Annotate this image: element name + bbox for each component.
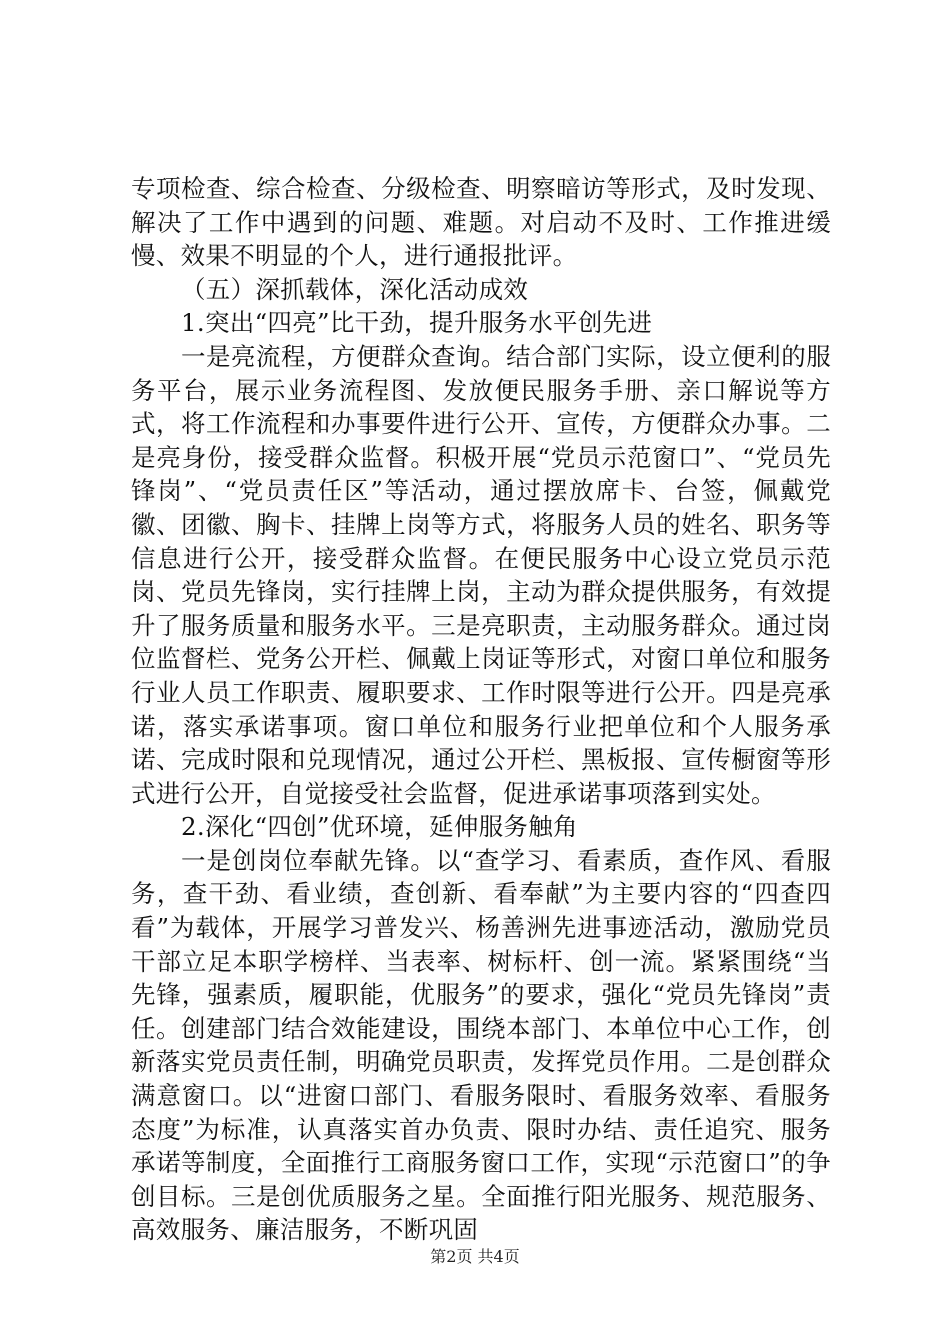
paragraph-continuation: 专项检查、综合检查、分级检查、明察暗访等形式，及时发现、解决了工作中遇到的问题、难题。对启动不及时、工作推进缓慢、效果不明显的个人，进行通报批评。 [131,174,831,271]
subheading-1: 1.突出“四亮”比干劲，提升服务水平创先进 [181,308,653,338]
subheading-2: 2.深化“四创”优环境，延伸服务触角 [181,812,578,842]
page-number-footer: 第2页 共4页 [430,1247,520,1266]
document-body [131,172,831,1247]
section-heading-5: （五）深抓载体，深化活动成效 [181,274,529,304]
paragraph-four-chuang: 一是创岗位奉献先锋。以“查学习、看素质，查作风、看服务，查干劲、看业绩，查创新、看奉献”为主要内容的“四查四看”为载体，开展学习普发兴、杨善洲先进事迹活动，激励党员干部立足本职学榜样、当表率、树标杆、创一流。紧紧围绕“当先锋，强素质，履职能，优服务”的要求，强化“党员先锋岗”责任。创建部门结合效能建设，围绕本部门、本单位中心工作，创新落实党员责任制，明确党员职责，发挥党员作用。二是创群众满意窗口。以“进窗口部门、看服务限时、看服务效率、看服务态度”为标准，认真落实首办负责、限时办结、责任追究、服务承诺等制度，全面推行工商服务窗口工作，实现“示范窗口”的争创目标。三是创优质服务之星。全面推行阳光服务、规范服务、高效服务、廉洁服务，不断巩固 [131,845,832,1245]
paragraph-four-liang: 一是亮流程，方便群众查询。结合部门实际，设立便利的服务平台，展示业务流程图、发放便民服务手册、亲口解说等方式，将工作流程和办事要件进行公开、宣传，方便群众办事。二是亮身份，接受群众监督。积极开展“党员示范窗口”、“党员先锋岗”、“党员责任区”等活动，通过摆放席卡、台签，佩戴党徽、团徽、胸卡、挂牌上岗等方式，将服务人员的姓名、职务等信息进行公开，接受群众监督。在便民服务中心设立党员示范岗、党员先锋岗，实行挂牌上岗，主动为群众提供服务，有效提升了服务质量和服务水平。三是亮职责，主动服务群众。通过岗位监督栏、党务公开栏、佩戴上岗证等形式，对窗口单位和服务行业人员工作职责、履职要求、工作时限等进行公开。四是亮承诺，落实承诺事项。窗口单位和服务行业把单位和个人服务承诺、完成时限和兑现情况，通过公开栏、黑板报、宣传橱窗等形式进行公开，自觉接受社会监督，促进承诺事项落到实处。 [131,341,831,808]
